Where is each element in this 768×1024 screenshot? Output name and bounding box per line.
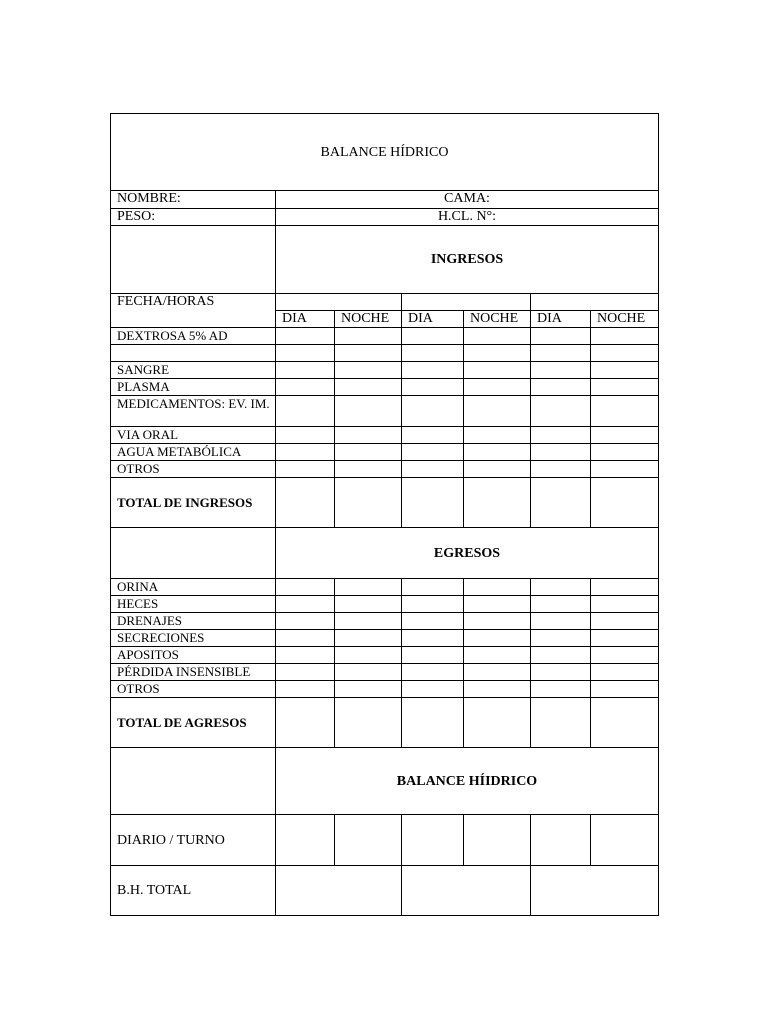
nombre-label: NOMBRE: <box>111 191 276 209</box>
egreso-row <box>111 596 659 613</box>
ingreso-value-cell[interactable] <box>276 345 335 362</box>
shift-dia-1: DIA <box>276 311 335 328</box>
bh-total-cell[interactable] <box>402 866 531 916</box>
ingreso-value-cell[interactable] <box>335 461 402 478</box>
egreso-value-cell[interactable] <box>335 664 402 681</box>
ingreso-row-label <box>111 345 276 362</box>
egreso-value-cell[interactable] <box>464 613 531 630</box>
diario-turno-cell[interactable] <box>591 815 659 866</box>
ingreso-row <box>111 345 659 362</box>
ingreso-value-cell[interactable] <box>276 396 335 427</box>
egreso-value-cell[interactable] <box>402 596 464 613</box>
egreso-value-cell[interactable] <box>464 647 531 664</box>
egreso-value-cell[interactable] <box>276 630 335 647</box>
ingreso-value-cell[interactable] <box>276 444 335 461</box>
ingreso-value-cell[interactable] <box>276 379 335 396</box>
ingreso-value-cell[interactable] <box>402 461 464 478</box>
peso-label: PESO: <box>111 209 276 226</box>
ingreso-row <box>111 461 659 478</box>
egreso-value-cell[interactable] <box>335 647 402 664</box>
ingreso-row-label: AGUA METABÓLICA <box>111 444 276 461</box>
total-egresos-cell[interactable] <box>402 698 464 748</box>
total-egresos-cell[interactable] <box>591 698 659 748</box>
egreso-value-cell[interactable] <box>402 664 464 681</box>
ingreso-value-cell[interactable] <box>531 461 591 478</box>
ingreso-value-cell[interactable] <box>531 328 591 345</box>
ingreso-value-cell[interactable] <box>591 461 659 478</box>
egreso-row-label: ORINA <box>111 579 276 596</box>
shift-dia-2: DIA <box>402 311 464 328</box>
blank-label-cell <box>111 528 276 579</box>
egreso-value-cell[interactable] <box>335 613 402 630</box>
ingreso-value-cell[interactable] <box>464 345 531 362</box>
total-ingresos-cell[interactable] <box>464 478 531 528</box>
ingreso-row <box>111 396 659 427</box>
total-ingresos-cell[interactable] <box>591 478 659 528</box>
egreso-row <box>111 613 659 630</box>
egreso-value-cell[interactable] <box>335 681 402 698</box>
egreso-row <box>111 681 659 698</box>
egreso-value-cell[interactable] <box>402 647 464 664</box>
bh-total-cell[interactable] <box>276 866 402 916</box>
fecha-horas-label: FECHA/HORAS <box>111 294 276 328</box>
ingreso-value-cell[interactable] <box>531 427 591 444</box>
ingresos-rows <box>111 328 659 478</box>
ingreso-value-cell[interactable] <box>591 345 659 362</box>
diario-turno-label: DIARIO / TURNO <box>111 815 276 866</box>
egreso-value-cell[interactable] <box>335 579 402 596</box>
egreso-value-cell[interactable] <box>531 630 591 647</box>
ingreso-row-label: DEXTROSA 5% AD <box>111 328 276 345</box>
ingreso-row-label: PLASMA <box>111 379 276 396</box>
egreso-value-cell[interactable] <box>276 681 335 698</box>
egreso-row <box>111 579 659 596</box>
ingreso-value-cell[interactable] <box>464 461 531 478</box>
egresos-section-title: EGRESOS <box>276 528 659 579</box>
egreso-value-cell[interactable] <box>402 613 464 630</box>
ingreso-row <box>111 362 659 379</box>
ingreso-value-cell[interactable] <box>591 362 659 379</box>
ingreso-value-cell[interactable] <box>591 328 659 345</box>
shift-noche-1: NOCHE <box>335 311 402 328</box>
egreso-value-cell[interactable] <box>531 681 591 698</box>
egreso-value-cell[interactable] <box>531 664 591 681</box>
total-ingresos-cell[interactable] <box>335 478 402 528</box>
ingreso-value-cell[interactable] <box>464 362 531 379</box>
ingreso-value-cell[interactable] <box>531 396 591 427</box>
shift-dia-3: DIA <box>531 311 591 328</box>
ingreso-value-cell[interactable] <box>276 328 335 345</box>
ingreso-row <box>111 444 659 461</box>
date-cell-2[interactable] <box>402 294 531 311</box>
diario-turno-cell[interactable] <box>531 815 591 866</box>
ingreso-value-cell[interactable] <box>335 427 402 444</box>
ingreso-value-cell[interactable] <box>402 328 464 345</box>
bh-total-label: B.H. TOTAL <box>111 866 276 916</box>
diario-turno-cell[interactable] <box>464 815 531 866</box>
ingreso-value-cell[interactable] <box>335 328 402 345</box>
egreso-value-cell[interactable] <box>591 630 659 647</box>
ingreso-value-cell[interactable] <box>464 328 531 345</box>
egreso-value-cell[interactable] <box>402 630 464 647</box>
shift-noche-2: NOCHE <box>464 311 531 328</box>
bh-total-cell[interactable] <box>531 866 659 916</box>
date-cell-3[interactable] <box>531 294 659 311</box>
total-ingresos-cell[interactable] <box>402 478 464 528</box>
balance-section-title: BALANCE HÍIDRICO <box>276 748 659 815</box>
egreso-row <box>111 647 659 664</box>
ingreso-row-label: MEDICAMENTOS: EV. IM. <box>111 396 276 427</box>
ingreso-value-cell[interactable] <box>402 444 464 461</box>
egreso-row-label: APOSITOS <box>111 647 276 664</box>
ingreso-row-label: SANGRE <box>111 362 276 379</box>
diario-turno-cell[interactable] <box>335 815 402 866</box>
ingreso-value-cell[interactable] <box>276 362 335 379</box>
ingreso-value-cell[interactable] <box>464 427 531 444</box>
ingreso-value-cell[interactable] <box>402 396 464 427</box>
ingreso-value-cell[interactable] <box>335 396 402 427</box>
ingreso-value-cell[interactable] <box>531 362 591 379</box>
egreso-value-cell[interactable] <box>276 613 335 630</box>
egreso-row-label: SECRECIONES <box>111 630 276 647</box>
shift-noche-3: NOCHE <box>591 311 659 328</box>
ingreso-value-cell[interactable] <box>402 362 464 379</box>
egreso-value-cell[interactable] <box>402 579 464 596</box>
ingreso-value-cell[interactable] <box>531 379 591 396</box>
hcl-label: H.CL. N°: <box>276 209 659 226</box>
egreso-row-label: DRENAJES <box>111 613 276 630</box>
egreso-value-cell[interactable] <box>531 647 591 664</box>
total-egresos-cell[interactable] <box>464 698 531 748</box>
egreso-row-label: HECES <box>111 596 276 613</box>
egreso-row <box>111 664 659 681</box>
total-egresos-cell[interactable] <box>276 698 335 748</box>
total-ingresos-cell[interactable] <box>531 478 591 528</box>
egreso-value-cell[interactable] <box>276 664 335 681</box>
egreso-value-cell[interactable] <box>276 647 335 664</box>
egreso-value-cell[interactable] <box>531 596 591 613</box>
egreso-value-cell[interactable] <box>335 630 402 647</box>
ingreso-row <box>111 328 659 345</box>
egreso-value-cell[interactable] <box>402 681 464 698</box>
egreso-row-label: OTROS <box>111 681 276 698</box>
ingreso-value-cell[interactable] <box>464 444 531 461</box>
egreso-row <box>111 630 659 647</box>
ingresos-section-title: INGRESOS <box>276 226 659 294</box>
egreso-value-cell[interactable] <box>464 596 531 613</box>
ingreso-value-cell[interactable] <box>464 379 531 396</box>
ingreso-value-cell[interactable] <box>591 396 659 427</box>
cama-label: CAMA: <box>276 191 659 209</box>
egreso-value-cell[interactable] <box>531 613 591 630</box>
ingreso-value-cell[interactable] <box>591 379 659 396</box>
egreso-value-cell[interactable] <box>591 681 659 698</box>
diario-turno-cell[interactable] <box>402 815 464 866</box>
ingreso-value-cell[interactable] <box>335 379 402 396</box>
egreso-value-cell[interactable] <box>531 579 591 596</box>
total-ingresos-label: TOTAL DE INGRESOS <box>111 478 276 528</box>
ingreso-row <box>111 427 659 444</box>
egreso-value-cell[interactable] <box>464 664 531 681</box>
ingreso-value-cell[interactable] <box>335 345 402 362</box>
total-egresos-cell[interactable] <box>531 698 591 748</box>
total-egresos-cell[interactable] <box>335 698 402 748</box>
total-egresos-label: TOTAL DE AGRESOS <box>111 698 276 748</box>
total-ingresos-cell[interactable] <box>276 478 335 528</box>
egreso-value-cell[interactable] <box>591 664 659 681</box>
ingreso-value-cell[interactable] <box>276 427 335 444</box>
ingreso-value-cell[interactable] <box>591 444 659 461</box>
blank-label-cell <box>111 226 276 294</box>
ingreso-value-cell[interactable] <box>335 362 402 379</box>
balance-hidrico-form <box>110 113 659 916</box>
ingreso-value-cell[interactable] <box>276 461 335 478</box>
ingreso-row-label: OTROS <box>111 461 276 478</box>
ingreso-value-cell[interactable] <box>531 345 591 362</box>
egreso-value-cell[interactable] <box>591 596 659 613</box>
egreso-value-cell[interactable] <box>464 630 531 647</box>
egreso-value-cell[interactable] <box>276 579 335 596</box>
ingreso-value-cell[interactable] <box>335 444 402 461</box>
date-cell-1[interactable] <box>276 294 402 311</box>
ingreso-value-cell[interactable] <box>531 444 591 461</box>
egreso-value-cell[interactable] <box>591 613 659 630</box>
egresos-rows <box>111 579 659 698</box>
ingreso-value-cell[interactable] <box>402 345 464 362</box>
egreso-value-cell[interactable] <box>464 579 531 596</box>
diario-turno-cell[interactable] <box>276 815 335 866</box>
form-title: BALANCE HÍDRICO <box>111 114 659 191</box>
egreso-value-cell[interactable] <box>591 647 659 664</box>
ingreso-value-cell[interactable] <box>464 396 531 427</box>
egreso-value-cell[interactable] <box>591 579 659 596</box>
ingreso-row <box>111 379 659 396</box>
ingreso-row-label: VIA ORAL <box>111 427 276 444</box>
egreso-value-cell[interactable] <box>335 596 402 613</box>
egreso-value-cell[interactable] <box>464 681 531 698</box>
egreso-value-cell[interactable] <box>276 596 335 613</box>
blank-label-cell <box>111 748 276 815</box>
ingreso-value-cell[interactable] <box>402 379 464 396</box>
egreso-row-label: PÉRDIDA INSENSIBLE <box>111 664 276 681</box>
ingreso-value-cell[interactable] <box>402 427 464 444</box>
ingreso-value-cell[interactable] <box>591 427 659 444</box>
